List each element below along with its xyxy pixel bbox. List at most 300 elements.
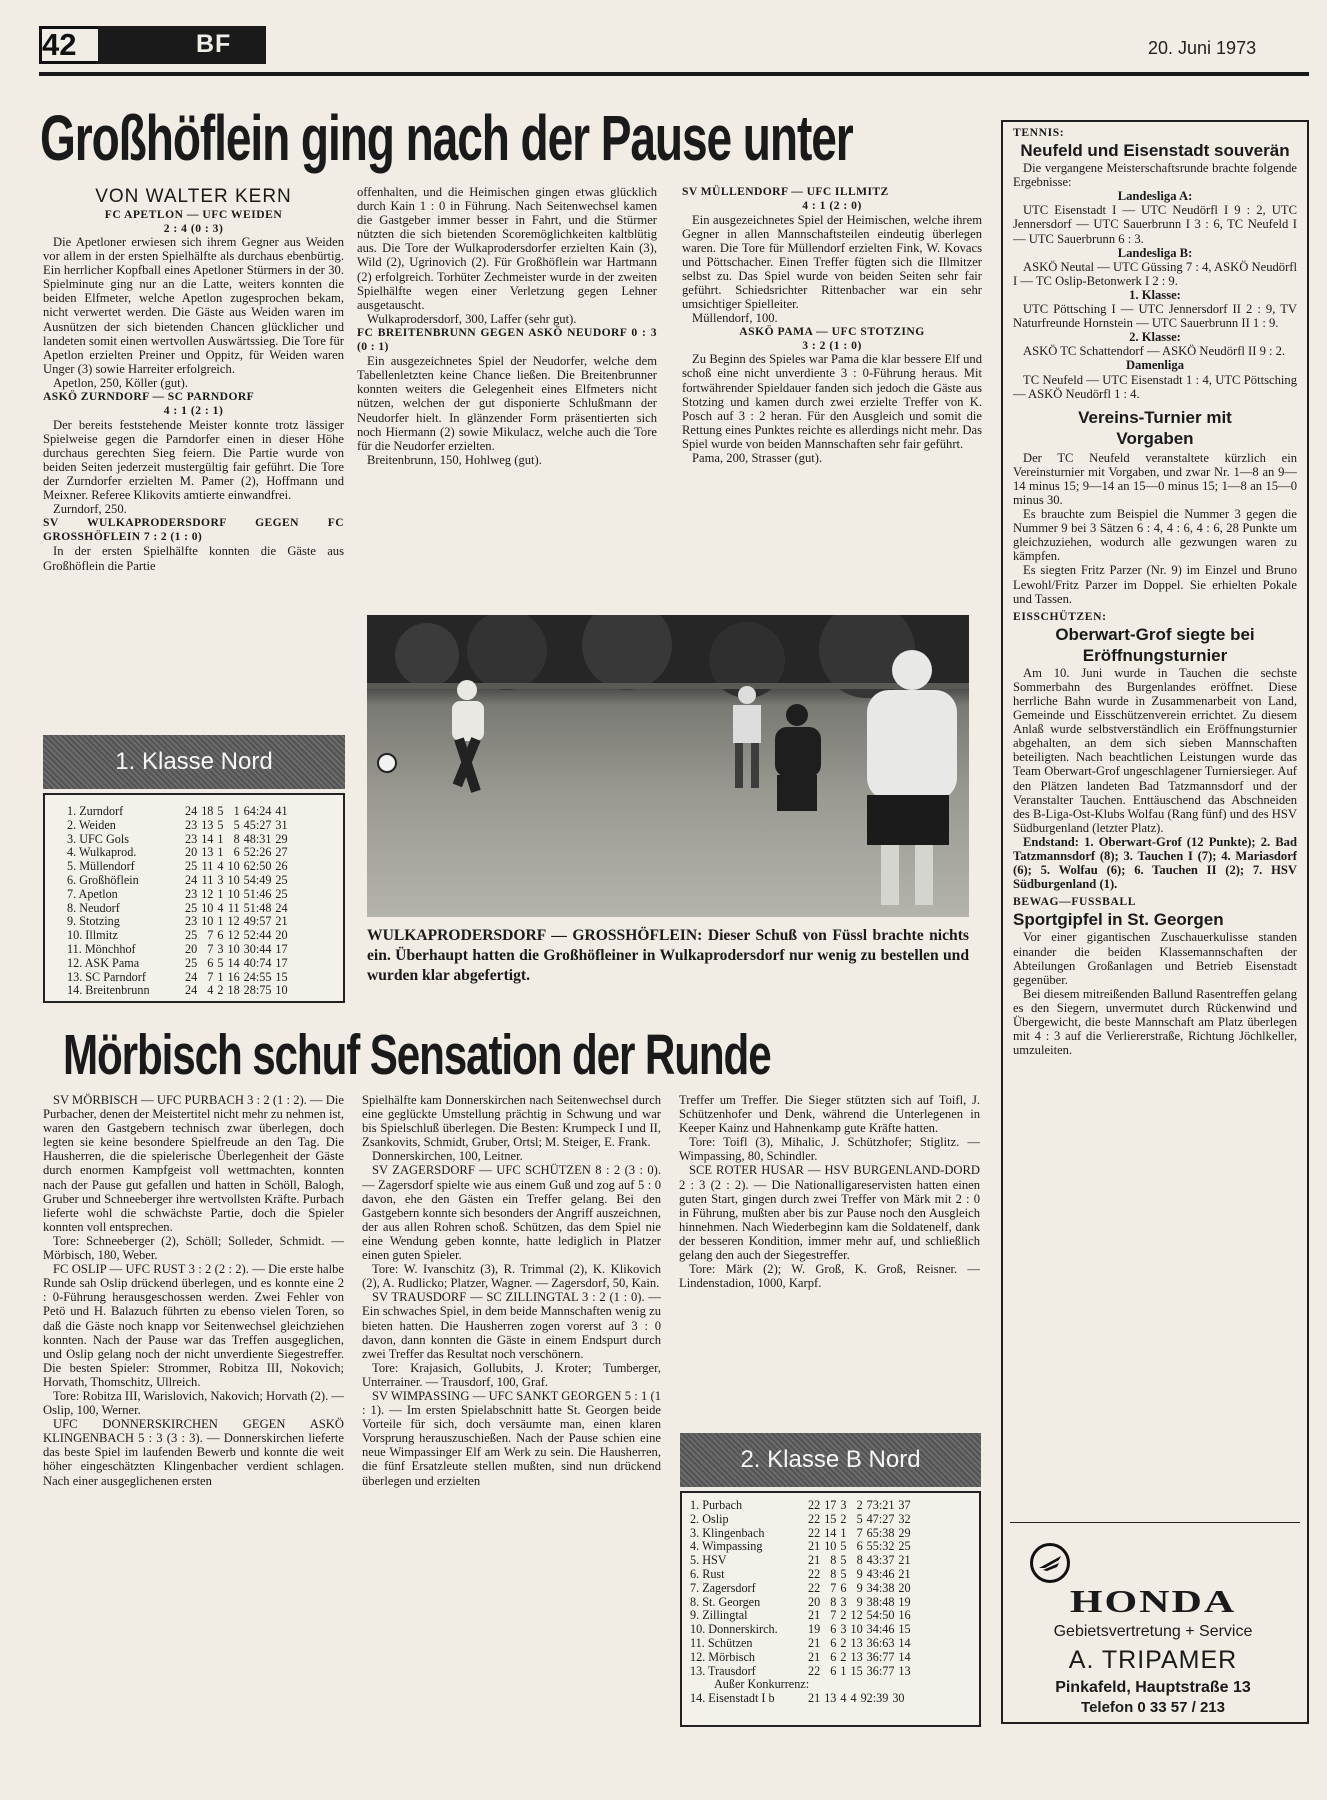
table-cell: 26 [275,859,288,874]
table-cell: 8 [830,1553,837,1568]
table-cell: 6 [233,845,240,860]
photo-scene [367,615,969,917]
game-info: Müllendorf, 100. [692,311,778,326]
table-row [65,846,290,860]
bewag-headline: Sportgipfel in St. Georgen [1013,910,1224,930]
table-cell: 29 [898,1525,911,1540]
table-cell: 3 [217,872,224,887]
table-cell: 12 [201,886,214,901]
table-cell: 55:32 [866,1539,895,1554]
table-cell: 41 [275,804,288,818]
table-cell: 24 [185,969,198,984]
game-title: ASKÖ ZURNDORF — SC PARNDORF [43,390,255,404]
table-cell: 4 [850,1691,857,1706]
table-cell: 1 [217,831,224,846]
team-name: 11. Schützen [690,1635,753,1650]
table-cell: 20 [898,1580,911,1595]
table-cell: 4 [840,1691,847,1706]
table-cell: 15 [824,1511,837,1526]
article2-column-1 [43,1093,344,1755]
table-cell: 6 [830,1622,837,1637]
table-cell: 13 [201,817,214,832]
table-cell: 7 [207,969,214,984]
dealer-address: Pinkafeld, Hauptstraße 13 [1055,1679,1251,1696]
table-cell: 24 [185,804,198,818]
game-report: FC OSLIP — UFC RUST 3 : 2 (2 : 2). — Die erste halbe Runde sah Oslip drückend überlegen, und es konnte eine 2 : 0-Führung herausgeschossen werden. Zwei Fehler von Petö und H. Balazuch führten zu ebenso vielen Toren, so daß die Gäste noch knapp vor Seitenwechsel gleichziehen konnten. Nach der Pause war das Treffen ausgeglichen, und Oslip gelang noch der nicht unverdiente Siegestreffer. Die besten Spieler: Strommer, Robitza III, Nokovich; Horvath, Thomschitz, Ullreich. [43,1262,344,1389]
table-row [688,1527,913,1541]
table-cell: 36:77 [866,1663,895,1678]
game-scorers: Tore: Robitza III, Warislovich, Nakovich; Horvath (2). — Oslip, 100, Werner. [43,1388,344,1418]
game-title: ASKÖ PAMA — UFC STOTZING [739,325,925,339]
game-report: Der bereits feststehende Meister konnte trotz lässiger Spielweise gegen die Parndorfer einen in dieser Höhe durchaus gerechten Sieg feiern. Die Partie wurde von beiden Seiten jederzeit mustergültig fair geführt. Die Tore der Zurndorfer erzielten M. Pamer (2), Hoffmann und Meixner. Referee Klikovits amtierte einwandfrei. [43,417,344,503]
game-report: Zu Beginn des Spieles war Pama die klar bessere Elf und schoß eine nicht unverdiente 3 : 0-Führung heraus. Mit fortwährender Spieldauer fanden sich jedoch die Gäste aus Stotzing und kamen durch zwei erzielte Treffer von K. Posch auf 3 : 2 heran. Für den Ausgleich und somit die Rettung eines Punktes reichte es allerdings nicht mehr. Das Spiel wurde von beiden Mannschaften sehr fair geführt. [682,352,982,451]
table-cell: 18 [201,804,214,818]
game-scorers: Tore: Märk (2); W. Groß, K. Groß, Reisner. — Lindenstadion, 1000, Karpf. [679,1262,980,1291]
table-cell: 8 [856,1553,863,1568]
table-cell: 13 [201,845,214,860]
table-cell: 21 [898,1553,911,1568]
table-cell: 10 [227,859,240,874]
table-cell: 6 [830,1649,837,1664]
vereinsturnier-text: Der TC Neufeld veranstaltete kürzlich ein Vereinsturnier mit Vorgaben, und zwar Nr. 1—8 an 9—14 minus 15; 9—14 an 15—0 minus 15; 1—8 an 15—0 minus 30. [1013,450,1297,507]
klasse-2-label: 2. Klasse: [1129,330,1181,345]
page-number-text: 42 [42,27,77,62]
table-cell: 18 [227,983,240,998]
table-cell: 20 [185,845,198,860]
table-cell: 14 [824,1525,837,1540]
table-cell: 92:39 [860,1691,889,1706]
game-score: 4 : 1 (2 : 1) [163,404,224,418]
team-name: 12. ASK Pama [67,955,140,970]
table-cell: 36:77 [866,1649,895,1664]
game-score: 4 : 1 (2 : 0) [802,199,862,213]
team-name: 5. HSV [690,1553,727,1568]
team-name: 3. Klingenbach [690,1525,765,1540]
honda-service-line: Gebietsvertretung + Service [1053,1623,1253,1640]
table-row [688,1568,913,1582]
game-title: FC APETLON — UFC WEIDEN [104,208,283,221]
table-cell: 29 [275,831,288,846]
table-cell: 43:46 [866,1566,895,1581]
game-report: SV WIMPASSING — UFC SANKT GEORGEN 5 : 1 (1 : 1). — Im ersten Spielabschnitt hatte St. Georgen beide Vorteile für sich, doch versäumte man, einen klaren Vorsprung herauszuschießen. Nach der Pause schien eine neue Wimpassinger Elf am Werk zu sein. Die Hausherren, die fünf Ersatzleute stellen mußten, sind nun drückend überlegen und erzielten [362,1388,661,1488]
damenliga-label: Damenliga [1125,358,1185,373]
table-cell: 22 [808,1663,821,1678]
table-cell: 52:44 [243,928,272,943]
team-name: 6. Großhöflein [67,872,139,887]
game-report: offenhalten, und die Heimischen gingen etwas glücklich durch Kain 1 : 0 in Führung. Nach Seitenwechsel kamen die Gastgeber immer besser in Fahrt, und die Stürmer nützten die sich bietenden Scoremöglichkeiten kaltblütig aus. Die Tore der Wulkaprodersdorfer erzielten Kain (3), Wild (2), Ugrinovich (2). Für Großhöflein war Hartmann (2) erfolgreich. Torhüter Zechmeister wurde in der zweiten Spielhälfte wegen einer Verletzung gegen Lehner ausgetauscht. [357,185,657,312]
game-scorers: Tore: W. Ivanschitz (3), R. Trimmal (2), K. Klikovich (2), A. Rudlicko; Platzer, Wagner. — Zagersdorf, 50, Kain. [362,1262,661,1291]
table-cell: 13 [824,1691,837,1706]
table-cell: 10 [227,872,240,887]
table-cell: 21 [898,1566,911,1581]
table-cell: 10 [201,900,214,915]
game-title: SV MÜLLENDORF — UFC ILLMITZ [682,185,889,198]
table-row [65,833,290,847]
table-cell: 23 [185,817,198,832]
table-cell: 5 [840,1539,847,1554]
honda-brand: HONDA [1069,1584,1237,1620]
table-cell: 7 [207,928,214,943]
table-cell: 5 [217,955,224,970]
game-info: Breitenbrunn, 150, Hohlweg (gut). [367,452,542,467]
section-banner [98,26,266,64]
table-cell: 3 [840,1498,847,1512]
table-cell: 10 [275,983,288,998]
standings-table-1 [43,793,345,1003]
table-cell: 49:57 [243,914,272,929]
table-cell: 21 [808,1608,821,1623]
table-cell: 17 [275,941,288,956]
honda-ad [1010,1522,1300,1717]
table-cell: 21 [808,1539,821,1554]
table-cell: 13 [850,1635,863,1650]
section-label: BF [196,30,232,58]
team-name: 13. Trausdorf [690,1663,756,1678]
table-cell: 5 [840,1566,847,1581]
game-report: Die Apetloner erwiesen sich ihrem Gegner aus Weiden vor allem in der ersten Spielhälfte als durchaus ebenbürtig. Ein herrlicher Kopfball eines Apetloner Stürmers in der 30. Spielminute ging nur an die Latte, weiters konnten die beiden Elfmeter, welche Apetlon zugesprochen bekam, nicht verwertet werden. Die Gäste aus Weiden waren im Ausnützen der sich bietenden Chancen glücklicher und landeten somit einen wertvollen Auswärtssieg. Die Tore für Apetlon erzielten Preiner und Oppitz, für Weiden waren Unger (3) sowie Harreiter erfolgreich. [43,235,344,376]
table-cell: 5 [840,1553,847,1568]
table-cell: 36:63 [866,1635,895,1650]
tennis-label: TENNIS: [1013,126,1065,139]
table-row [688,1582,913,1596]
klasse-1-results: UTC Pöttsching I — UTC Jennersdorf II 2 : 9, TV Naturfreunde Hornstein — UTC Sauerbrunn II 1 : 9. [1013,302,1297,331]
table-cell: 14 [898,1635,911,1650]
table-cell: 8 [830,1566,837,1581]
game-report: Treffer um Treffer. Die Sieger stützten sich auf Toifl, J. Schützenhofer und Denk, während die Unterlegenen in Keeper Kainz und Hahnenkamp gute Kräfte hatten. [679,1093,980,1136]
table-cell: 6 [830,1663,837,1678]
table-cell: 54:50 [866,1608,895,1623]
game-report: SV MÖRBISCH — UFC PURBACH 3 : 2 (1 : 2). — Die Purbacher, denen der Meistertitel nicht mehr zu nehmen ist, waren den Gastgebern technisch zwar überlegen, doch legten sie keine besondere Spielfreude an den Tag. Die Hausherren, die die spielerische Überlegenheit der Gäste durch enormen Kampfgeist voll wettmachten, konnten nach der Pause gut gefallen und hatten in Schöll, Balogh, Gruber und Schneeberger ihre wertvollsten Kräfte. Purbach lieferte wohl die schwächste Partie, doch die Spieler konnten voll entsprechen. [43,1093,344,1234]
table-cell: 25 [185,955,198,970]
team-name: 9. Stotzing [67,914,120,929]
table-cell: 25 [275,886,288,901]
byline: VON WALTER KERN [95,186,292,207]
vereinsturnier-headline: Vereins-Turnier mit Vorgaben [1078,407,1232,448]
header-rule [39,72,1309,76]
table-cell: 1 [840,1663,847,1678]
table1-title: 1. Klasse Nord [115,748,273,775]
table-cell: 20 [185,941,198,956]
table-cell: 62:50 [243,859,272,874]
table-cell: 31 [275,817,288,832]
team-name: 7. Apetlon [67,886,118,901]
table-cell: 7 [830,1580,837,1595]
table-cell: 6 [856,1539,863,1554]
game-score: 3 : 2 (1 : 0) [802,338,862,352]
table-cell: 22 [808,1511,821,1526]
table-cell: 14 [227,955,240,970]
table-row [65,902,290,916]
table-cell: 28:75 [243,983,272,998]
sidebar-content [1013,126,1297,1422]
bewag-text: Bei diesem mitreißenden Ballund Rasentreffen gelang es den Siegern, unvermutet durch Rückenwind und Übergewicht, die beste Mannschaft am Platz überlegen mit 4 : 3 auf die Verliererstraße, Richtung Jöchlkeller, umzuleiten. [1013,986,1297,1058]
table-cell: 10 [201,914,214,929]
table-row [65,971,290,985]
team-name: 9. Zillingtal [690,1608,748,1623]
table-cell: 10 [824,1539,837,1554]
game-scorers: Tore: Krajasich, Gollubits, J. Kroter; Tumberger, Unterrainer. — Trausdorf, 100, Graf. [362,1360,661,1389]
team-name: 11. Mönchhof [67,941,136,956]
team-name: 2. Oslip [690,1511,729,1526]
table-cell: 21 [808,1649,821,1664]
table-cell: 7 [856,1525,863,1540]
table-cell: 6 [830,1635,837,1650]
game-report: Spielhälfte kam Donnerskirchen nach Seitenwechsel durch eine geglückte Umstellung prächtig in Schwung und war bis Spielschluß überlegen. Die Besten: Krumpeck I und II, Zsankovits, Schmidt, Gruber, Ortsl; M. Steiger, E. Frank. [362,1093,661,1150]
standings-table-1-grid [65,805,290,998]
table-cell: 22 [808,1580,821,1595]
table-row [65,805,290,819]
table-cell: 21 [808,1635,821,1650]
table-cell: 17 [824,1498,837,1512]
table-cell: 6 [217,928,224,943]
team-name: 1. Purbach [690,1498,743,1512]
game-report: Ein ausgezeichnetes Spiel der Heimischen, welche ihrem Gegner in allen Mannschaftsteilen eindeutig überlegen waren. Die Tore für Müllendorf erzielten Fink, W. Kovacs und Pöttschacher. Einen Treffer fügten sich die Illmitzer selbst zu. Das Spiel wurde von beiden Seiten sehr fair geführt. Schiedsrichter Rittenbacher war ein sehr umsichtiger Spielleiter. [682,212,982,312]
table-cell: 16 [898,1608,911,1623]
table-cell: 25 [185,928,198,943]
team-name: 1. Zurndorf [67,804,124,818]
table-cell: 2 [840,1649,847,1664]
table-cell: 25 [185,859,198,874]
table-cell: 54:49 [243,872,272,887]
table-cell: 25 [185,900,198,915]
table-cell: 5 [217,804,224,818]
table-cell: 65:38 [866,1525,895,1540]
table-cell: 2 [840,1635,847,1650]
table-cell: 32 [898,1511,911,1526]
table-row [688,1596,913,1610]
game-report: UFC DONNERSKIRCHEN GEGEN ASKÖ KLINGENBACH 5 : 3 (3 : 3). — Donnerskirchen lieferte das beste Spiel im laufenden Bewerb und konnte die weit höher eingeschätzten Klingenbacher verdient schlagen. Nach einer ausgeglichenen ersten [43,1417,344,1488]
table-cell: 3 [840,1594,847,1609]
table-cell: 40:74 [243,955,272,970]
table-cell: 11 [201,872,214,887]
game-report: SV TRAUSDORF — SC ZILLINGTAL 3 : 2 (1 : 0). — Ein schwaches Spiel, in dem beide Mannschaften wenig zu bieten hatten. Die Hausherren zogen vorerst auf 3 : 0 davon, dann konnten die Gäste in einem Endspurt durch zwei Treffer das Resultat noch verschönern. [362,1290,661,1361]
game-title: FC BREITENBRUNN GEGEN ASKÖ NEUDORF 0 : 3 (0 : 1) [357,325,657,354]
table-cell: 5 [217,817,224,832]
table-cell: 21 [275,914,288,929]
team-name: 8. Neudorf [67,900,120,915]
table-cell: 2 [856,1498,863,1512]
team-name: 5. Müllendorf [67,859,135,874]
table-cell: 8 [830,1594,837,1609]
table-cell: 23 [185,831,198,846]
table-cell: 22 [808,1525,821,1540]
table-cell: 9 [856,1594,863,1609]
klasse-2-results: ASKÖ TC Schattendorf — ASKÖ Neudörfl II 9 : 2. [1023,344,1286,359]
team-name: 7. Zagersdorf [690,1580,756,1595]
game-info: Zurndorf, 250. [53,502,127,517]
table-cell: 10 [227,941,240,956]
team-name: 10. Donnerskirch. [690,1622,778,1637]
game-report: SCE ROTER HUSAR — HSV BURGENLAND-DORD 2 : 3 (2 : 2). — Die Nationalligareservisten hatten einen guten Start, gingen durch zwei Treffer von Märk mit 2 : 0 in Führung, mußten aber bis zur Pause noch den Ausgleich hinnehmen. Nach Wiederbeginn kam die Soldatenelf, dank der besseren Kondition, immer mehr auf, und schließlich gelang den auch der Siegestreffer. [679,1163,980,1263]
table-cell: 1 [217,969,224,984]
table-row [65,943,290,957]
table-cell: 48:31 [243,831,272,846]
game-report: SV ZAGERSDORF — UFC SCHÜTZEN 8 : 2 (3 : 0). — Zagersdorf spielte wie aus einem Guß und zog auf 5 : 0 davon, ehe den Gästen ein Treffer gelang. Bei den Gastgebern konnte sich besonders der Angriff auszeichnen, der aus allen Rohren schoß. Schützen, das dem Spiel nie eine Wendung geben konnte, hatte lediglich in Platzer einen guten Spieler. [362,1163,661,1263]
table-cell: 4 [217,859,224,874]
landesliga-a-results: UTC Eisenstadt I — UTC Neudörfl I 9 : 2, UTC Jennersdorf — UTC Sauerbrunn I 3 : 6, TC Neufeld I — UTC Sauerbrunn 6 : 3. [1013,203,1297,246]
table-cell: 4 [217,900,224,915]
table-row [65,915,290,929]
article2-column-2 [362,1093,661,1755]
table-cell: 3 [217,941,224,956]
article1-column-2 [357,185,657,595]
eisschuetzen-standings: Endstand: 1. Oberwart-Grof (12 Punkte); 2. Bad Tatzmannsdorf (8); 3. Tauchen I (7); 4. Mariasdorf (6); 5. Wolfau (6); 6. Tauchen II (2); 7. HSV Südburgenland (1). [1013,834,1297,892]
table-row [65,874,290,888]
table-cell: 19 [808,1622,821,1637]
table-cell: 1 [233,804,240,818]
table-cell: 15 [850,1663,863,1678]
table-cell: 25 [275,872,288,887]
table-cell: 8 [233,831,240,846]
article1-column-1 [43,186,344,722]
table-cell: 5 [856,1511,863,1526]
team-name: 14. Eisenstadt I b [690,1691,775,1706]
table-cell: 17 [275,955,288,970]
table-cell: 21 [808,1691,821,1706]
dealer-name: A. TRIPAMER [1068,1646,1238,1674]
game-scorers: Tore: Toifl (3), Mihalic, J. Schützhofer; Stiglitz. — Wimpassing, 80, Schindler. [679,1135,980,1164]
table-cell: 51:48 [243,900,272,915]
damenliga-results: TC Neufeld — UTC Eisenstadt 1 : 4, UTC Pöttsching — ASKÖ Neudörfl 1 : 4. [1013,372,1297,401]
table-cell: 47:27 [866,1511,895,1526]
game-title: SV WULKAPRODERSDORF GEGEN FC GROSSHÖFLEIN 7 : 2 (1 : 0) [43,516,344,544]
table-row [65,984,290,998]
sidebar [1001,120,1309,1724]
standings-table-2-grid [688,1499,913,1678]
standings-table-2 [680,1491,981,1727]
table-cell: 23 [185,914,198,929]
team-name: 6. Rust [690,1566,725,1581]
table-cell: 51:46 [243,886,272,901]
table-row [65,888,290,902]
table-cell: 73:21 [866,1498,895,1512]
table-cell: 10 [227,886,240,901]
table-cell: 11 [201,859,214,874]
wing-icon [1033,1546,1067,1580]
table-cell: 3 [840,1622,847,1637]
table-cell: 37 [898,1498,911,1512]
table-cell: 19 [898,1594,911,1609]
table-cell: 2 [840,1608,847,1623]
table2-banner [680,1433,981,1487]
table-cell: 43:37 [866,1553,895,1568]
table-cell: 12 [850,1608,863,1623]
team-name: 2. Weiden [67,817,116,832]
table-cell: 24 [275,900,288,915]
table-cell: 9 [856,1566,863,1581]
team-name: 10. Illmitz [67,928,118,943]
match-photo [367,615,969,917]
table-cell: 7 [830,1608,837,1623]
table-cell: 6 [840,1580,847,1595]
table-cell: 34:46 [866,1622,895,1637]
table-cell: 21 [808,1553,821,1568]
table-cell: 20 [275,928,288,943]
table-cell: 15 [898,1622,911,1637]
vereinsturnier-text: Es siegten Fritz Parzer (Nr. 9) im Einzel und Bruno Lewohl/Fritz Parzer im Doppel. Sie erhielten Pokale und Tassen. [1013,563,1297,606]
table-row [65,819,290,833]
photo-caption-text: WULKAPRODERSDORF — GROSSHÖFLEIN: Dieser Schuß von Füssl brachte nichts ein. Überhaupt hatten die Großhöfleiner in Wulkaprodersdorf nur wenig zu bestellen und wurden klar abgefertigt. [367,927,969,984]
table-cell: 24 [185,983,198,998]
table-row [688,1665,913,1679]
table-cell: 15 [275,969,288,984]
table-cell: 22 [808,1498,821,1512]
article1-headline: Großhöflein ging nach der Pause unter [40,102,853,174]
game-report: Ein ausgezeichnetes Spiel der Neudorfer, welche dem Tabellenletzten keine Chance ließen. Die Breitenbrunner konnten weiters die Gelegenheit eines Elfmeters nicht nützen, welchen der gut disponierte Schlußmann der Neudorfer hielt. In glänzender Form präsentierten sich noch Hiermann (2) sowie Mikulacz, welche auch die Tore für die Neudorfer erzielten. [357,354,657,453]
team-name: 13. SC Parndorf [67,969,146,984]
landesliga-b-label: Landesliga B: [1117,245,1193,260]
issue-date: 20. Juni 1973 [1148,38,1257,58]
game-scorers: Tore: Schneeberger (2), Schöll; Solleder, Schmidt. — Mörbisch, 180, Weber. [43,1233,344,1263]
table-cell: 14 [898,1649,911,1664]
game-info: Wulkaprodersdorf, 300, Laffer (sehr gut). [367,311,577,326]
table-cell: 30:44 [243,941,272,956]
table-cell: 1 [217,886,224,901]
table-cell: 2 [840,1511,847,1526]
table-cell: 5 [233,817,240,832]
tennis-headline: Neufeld und Eisenstadt souverän [1020,141,1290,161]
eisschuetzen-text: Am 10. Juni wurde in Tauchen die sechste Sommerbahn des Burgenlandes eröffnet. Diese herrliche Bahn wurde in Zusammenarbeit von Land, Gemeinde und Eisschützenverein errichtet. Zu diesem Anlaß wurde selbstverständlich ein Eröffnungsturnier abgehalten, an dem sich sieben Mannschaften beteiligten. Nach beachtlichen Leistungen wurde das Team Oberwart-Grof ungeschlagener Turniersieger. Auf den Plätzen landeten Bad Tatzmannsdorf und der Veranstalter Tauchen. Enttäuschend das Abschneiden des B-Liga-Ost-Klubs Wolfau (Rang fünf) und des HSV Südburgenland (letzter Platz). [1013,665,1297,835]
standings-table-2-extra [688,1692,907,1706]
table-cell: 45:27 [243,817,272,832]
bewag-label: BEWAG—FUSSBALL [1013,895,1137,909]
article2-headline: Mörbisch schuf Sensation der Runde [63,1023,771,1087]
table-row [688,1692,907,1706]
table-cell: 64:24 [243,804,272,818]
table-cell: 24:55 [243,969,272,984]
team-name: 4. Wimpassing [690,1539,763,1554]
table-row [688,1637,913,1651]
team-name: 4. Wulkaprod. [67,845,137,860]
table-cell: 23 [185,886,198,901]
table-cell: 7 [207,941,214,956]
dealer-phone: Telefon 0 33 57 / 213 [1081,1699,1225,1716]
table-row [688,1554,913,1568]
table-row [688,1651,913,1665]
table-cell: 52:26 [243,845,272,860]
table-cell: 12 [227,928,240,943]
table-cell: 24 [185,872,198,887]
landesliga-b-results: ASKÖ Neutal — UTC Güssing 7 : 4, ASKÖ Neudörfl I — TC Oslip-Betonwerk I 2 : 9. [1013,259,1297,288]
table-cell: 4 [207,983,214,998]
table-cell: 2 [217,983,224,998]
table-cell: 14 [201,831,214,846]
article1-column-3 [682,185,982,595]
game-info: Apetlon, 250, Köller (gut). [53,375,189,390]
table-cell: 22 [808,1566,821,1581]
table-cell: 1 [217,845,224,860]
table-row [688,1623,913,1637]
table-row [65,957,290,971]
photo-caption [367,926,969,1010]
table2-extra-label: Außer Konkurrenz: [714,1677,810,1692]
tennis-intro: Die vergangene Meisterschaftsrunde brachte folgende Ergebnisse: [1013,161,1297,190]
table-cell: 11 [227,900,240,915]
table-row [65,929,290,943]
klasse-1-label: 1. Klasse: [1129,287,1181,302]
table-cell: 13 [898,1663,911,1678]
table-cell: 13 [850,1649,863,1664]
table-cell: 12 [227,914,240,929]
bewag-text: Vor einer gigantischen Zuschauerkulisse standen einander die beiden Klassemannschaften der Abteilungen Großanlagen und Betrieb Eisenstadt gegenüber. [1013,930,1297,987]
eisschuetzen-headline: Oberwart-Grof siegte bei Eröffnungsturnier [1055,624,1255,665]
game-info: Donnerskirchen, 100, Leitner. [372,1149,523,1164]
honda-wing-logo [1030,1543,1070,1583]
table-cell: 10 [850,1622,863,1637]
table-cell: 38:48 [866,1594,895,1609]
table-cell: 25 [898,1539,911,1554]
table-cell: 34:38 [866,1580,895,1595]
